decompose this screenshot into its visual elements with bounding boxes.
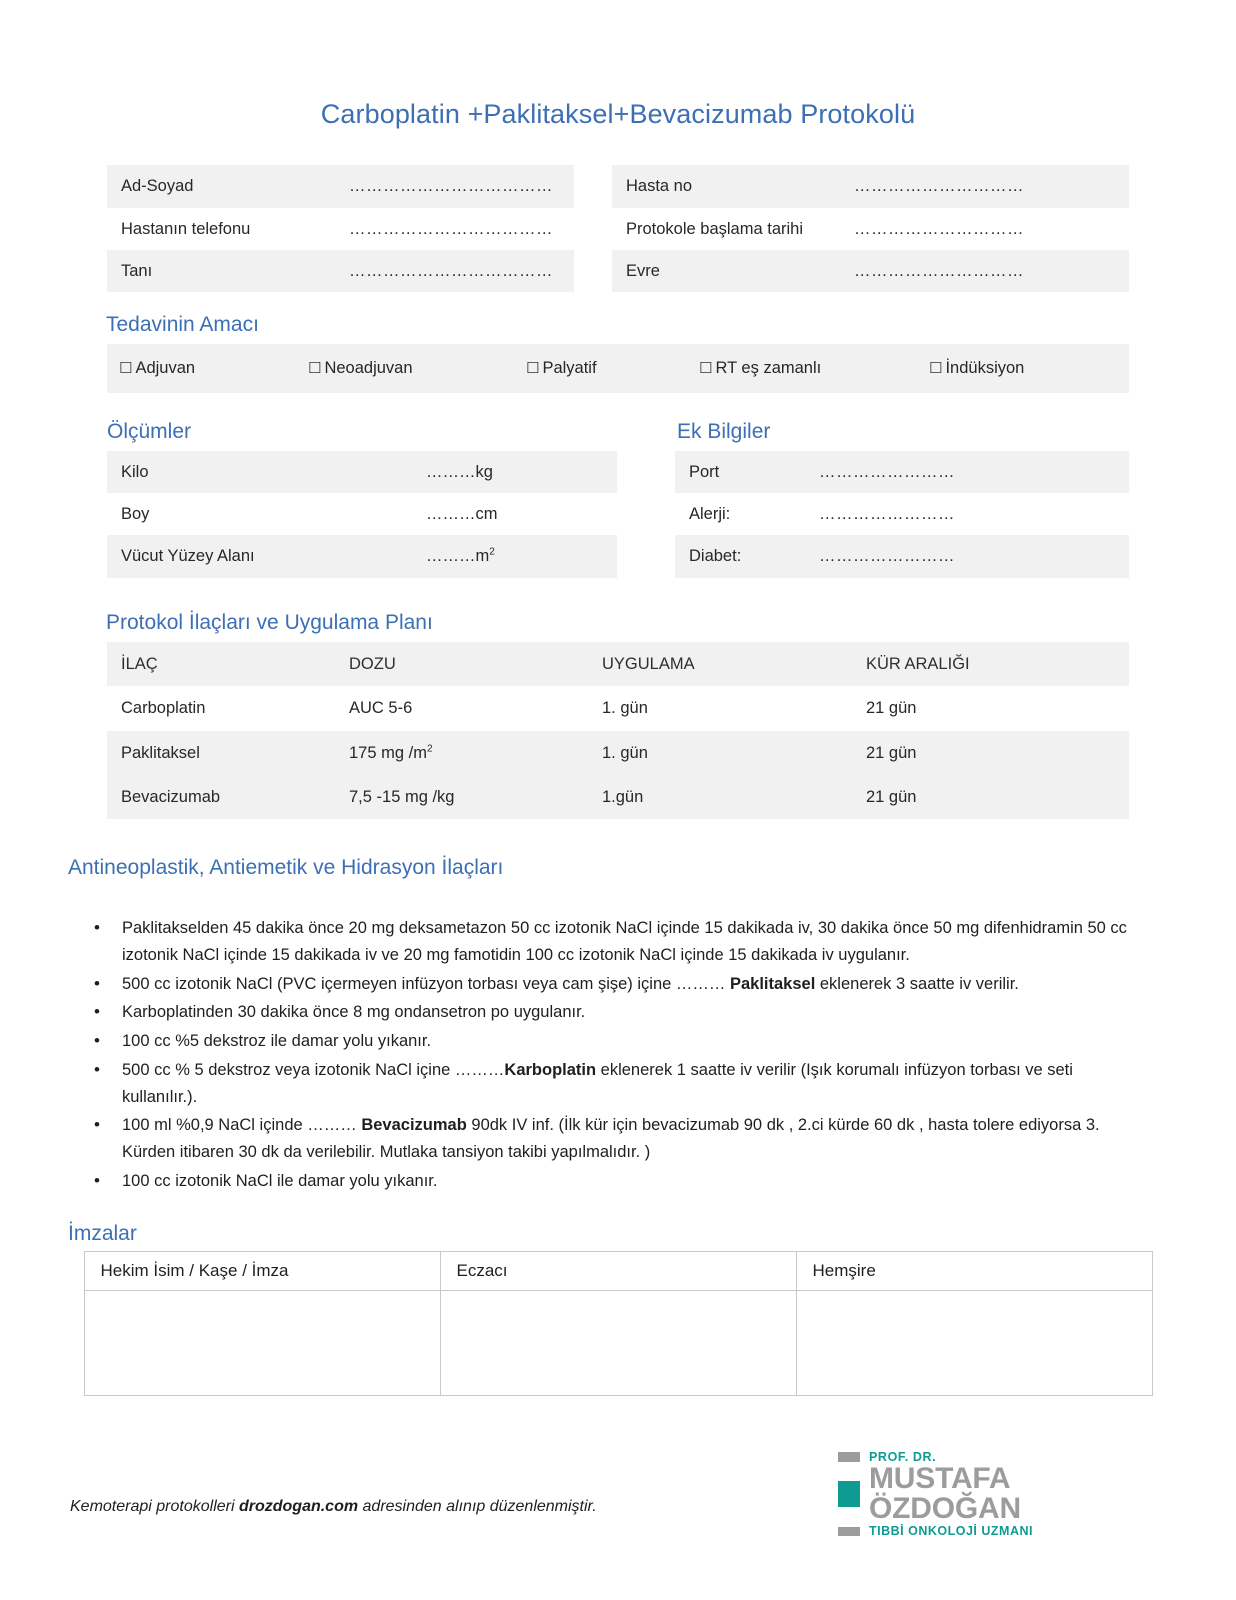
instruction-text: 100 cc %5 dekstroz ile damar yolu yıkanır. xyxy=(122,1032,432,1051)
checkbox-label: İndüksiyon xyxy=(945,359,1025,378)
field-value-alerji[interactable]: …………………… xyxy=(805,493,1129,535)
spacer-cell xyxy=(574,250,612,292)
field-value-ad-soyad[interactable]: ……………………………… xyxy=(335,165,574,207)
drug-name: Paklitaksel xyxy=(107,731,335,775)
instruction-text: eklenerek 3 saatte iv verilir. xyxy=(815,974,1019,993)
logo-line-2 xyxy=(838,1464,1148,1524)
list-item xyxy=(122,1168,1141,1195)
table-row xyxy=(107,775,1129,819)
column-header-kur-araligi: KÜR ARALIĞI xyxy=(852,642,1129,686)
dose-text: AUC 5-6 xyxy=(349,699,413,718)
spacer-cell xyxy=(617,493,675,535)
section-heading-olcumler: Ölçümler xyxy=(107,419,192,443)
section-heading-antineoplastik: Antineoplastik, Antiemetik ve Hidrasyon İlaçları xyxy=(68,856,504,880)
instruction-text: 100 ml %0,9 NaCl içinde ……… xyxy=(122,1116,362,1135)
list-item xyxy=(122,971,1141,998)
checkbox-label: RT eş zamanlı xyxy=(715,359,822,378)
logo-title-prefix: PROF. DR. xyxy=(869,1450,937,1464)
dose-text: 7,5 -15 mg /kg xyxy=(349,787,455,806)
section-heading-imzalar: İmzalar xyxy=(68,1221,137,1245)
checkbox-option-palyatif[interactable] xyxy=(514,344,687,392)
list-item xyxy=(122,999,1141,1026)
page-footer xyxy=(0,1442,1236,1538)
table-row xyxy=(107,731,1129,775)
field-label-vucut-yuzey-alani: Vücut Yüzey Alanı xyxy=(107,535,412,577)
checkbox-icon[interactable]: ☐ xyxy=(699,359,713,378)
treatment-aim-table xyxy=(107,344,1129,392)
table-header-row xyxy=(84,1251,1152,1290)
checkbox-option-adjuvan[interactable] xyxy=(107,344,296,392)
antineoplastic-section xyxy=(0,855,1236,1194)
table-row xyxy=(107,208,1129,250)
checkbox-icon[interactable]: ☐ xyxy=(308,359,322,378)
table-row xyxy=(107,165,1129,207)
field-label-ad-soyad: Ad-Soyad xyxy=(107,165,335,207)
field-value-boy[interactable]: ………cm xyxy=(412,493,617,535)
antineoplastic-instruction-list xyxy=(0,915,1236,1194)
drug-application: 1.gün xyxy=(588,775,852,819)
checkbox-option-neoadjuvan[interactable] xyxy=(296,344,514,392)
field-value-port[interactable]: …………………… xyxy=(805,451,1129,493)
field-value-vucut-yuzey-alani[interactable] xyxy=(412,535,617,577)
field-label-tani: Tanı xyxy=(107,250,335,292)
instruction-text: 100 cc izotonik NaCl ile damar yolu yıkanır. xyxy=(122,1171,438,1190)
table-row xyxy=(84,1290,1152,1395)
drug-dose xyxy=(335,731,588,775)
table-row xyxy=(107,493,1129,535)
drug-dose xyxy=(335,775,588,819)
table-row xyxy=(107,535,1129,577)
logo-line-3 xyxy=(838,1524,1148,1538)
checkbox-icon[interactable]: ☐ xyxy=(526,359,540,378)
checkbox-label: Adjuvan xyxy=(135,359,196,378)
list-item xyxy=(122,1028,1141,1055)
checkbox-icon[interactable]: ☐ xyxy=(119,359,133,378)
instruction-text: 500 cc izotonik NaCl (PVC içermeyen infüzyon torbası veya cam şişe) içine ……… xyxy=(122,974,730,993)
column-header-uygulama: UYGULAMA xyxy=(588,642,852,686)
square-gray-icon xyxy=(838,1527,860,1536)
drug-application: 1. gün xyxy=(588,731,852,775)
instruction-text: Paklitakselden 45 dakika önce 20 mg deksametazon 50 cc izotonik NaCl içinde 15 dakikada iv, 30 dakika önce 50 mg difenhidramin 50 cc izotonik NaCl içinde 15 dakikada iv ve 20 mg famotidin 100 cc izotonik NaCl içinde 15 dakikada iv uygulanır. xyxy=(122,919,1127,965)
field-label-port: Port xyxy=(675,451,805,493)
instruction-text: 90dk IV inf. (İlk kür için bevacizumab 90 dk , 2.ci kürde 60 dk , hasta tolere ediyorsa 3. Kürden itibaren 30 dk da verilebilir. Mutlaka tansiyon takibi yapılmalıdır. ) xyxy=(122,1116,1100,1162)
field-label-kilo: Kilo xyxy=(107,451,412,493)
drug-name: Carboplatin xyxy=(107,686,335,730)
unit-superscript: 2 xyxy=(489,546,495,558)
drug-name: Bevacizumab xyxy=(107,775,335,819)
signature-field-hekim[interactable] xyxy=(84,1290,440,1395)
emphasis-text: Bevacizumab xyxy=(361,1116,467,1135)
logo-name: MUSTAFA ÖZDOĞAN xyxy=(869,1462,1021,1525)
instruction-text: 500 cc % 5 dekstroz veya izotonik NaCl içine ……… xyxy=(122,1060,505,1079)
value-text: ………m xyxy=(426,547,490,566)
field-value-tani[interactable]: ……………………………… xyxy=(335,250,574,292)
spacer-cell xyxy=(574,208,612,250)
list-item xyxy=(122,915,1141,968)
drug-dose xyxy=(335,686,588,730)
list-item xyxy=(122,1112,1141,1165)
emphasis-text: Karboplatin xyxy=(504,1060,597,1079)
list-item xyxy=(122,1057,1141,1110)
checkbox-icon[interactable]: ☐ xyxy=(929,359,943,378)
field-value-hastanin-telefonu[interactable]: ……………………………… xyxy=(335,208,574,250)
dose-superscript: 2 xyxy=(426,743,433,755)
square-teal-icon xyxy=(838,1481,860,1507)
protocol-drugs-table xyxy=(107,642,1129,819)
table-row xyxy=(107,344,1129,392)
column-header-eczaci: Eczacı xyxy=(440,1251,796,1290)
emphasis-text: Paklitaksel xyxy=(729,974,816,993)
section-heading-ek-bilgiler: Ek Bilgiler xyxy=(677,419,771,443)
instruction-text: eklenerek 1 saatte iv verilir (Işık korumalı infüzyon torbası ve seti kullanılır.). xyxy=(122,1060,1073,1106)
footer-site-link[interactable]: drozdogan.com xyxy=(238,1498,359,1515)
checkbox-option-rt-es-zamanli[interactable] xyxy=(687,344,917,392)
drug-cycle: 21 gün xyxy=(852,686,1129,730)
field-label-alerji: Alerji: xyxy=(675,493,805,535)
column-header-dozu: DOZU xyxy=(335,642,588,686)
field-label-boy: Boy xyxy=(107,493,412,535)
patient-info-table xyxy=(107,165,1129,292)
drug-cycle: 21 gün xyxy=(852,731,1129,775)
spacer-cell xyxy=(617,451,675,493)
column-header-hemsire: Hemşire xyxy=(796,1251,1152,1290)
checkbox-label: Palyatif xyxy=(542,359,597,378)
field-label-hasta-no: Hasta no xyxy=(612,165,840,207)
measurements-table xyxy=(107,451,1129,578)
drug-application: 1. gün xyxy=(588,686,852,730)
field-label-hastanin-telefonu: Hastanın telefonu xyxy=(107,208,335,250)
patient-info-section xyxy=(0,165,1236,292)
table-row xyxy=(107,451,1129,493)
signature-field-hemsire[interactable] xyxy=(796,1290,1152,1395)
section-heading-tedavinin-amaci: Tedavinin Amacı xyxy=(106,313,259,337)
measurements-headings-row xyxy=(107,419,1129,445)
dose-text: 175 mg /m xyxy=(349,743,427,762)
field-value-diabet[interactable]: …………………… xyxy=(805,535,1129,577)
field-value-protokole-baslama-tarihi[interactable]: ………………………… xyxy=(840,208,1129,250)
footer-note-before: Kemoterapi protokolleri xyxy=(70,1498,239,1515)
footer-note-after: adresinden alınıp düzenlenmiştir. xyxy=(358,1498,597,1515)
field-value-evre[interactable]: ………………………… xyxy=(840,250,1129,292)
field-value-hasta-no[interactable]: ………………………… xyxy=(840,165,1129,207)
footer-source-note xyxy=(70,1498,597,1516)
drug-cycle: 21 gün xyxy=(852,775,1129,819)
treatment-aim-section xyxy=(0,312,1236,393)
signature-field-eczaci[interactable] xyxy=(440,1290,796,1395)
instruction-text: Karboplatinden 30 dakika önce 8 mg ondansetron po uygulanır. xyxy=(122,1003,586,1022)
signatures-table xyxy=(84,1251,1153,1396)
table-header-row xyxy=(107,642,1129,686)
page-title: Carboplatin +Paklitaksel+Bevacizumab Protokolü xyxy=(320,99,916,129)
field-label-evre: Evre xyxy=(612,250,840,292)
brand-logo xyxy=(838,1450,1148,1538)
signatures-section xyxy=(0,1221,1236,1396)
column-header-ilac: İLAÇ xyxy=(107,642,335,686)
square-gray-icon xyxy=(838,1452,860,1462)
field-label-protokole-baslama-tarihi: Protokole başlama tarihi xyxy=(612,208,840,250)
field-value-kilo[interactable]: ………kg xyxy=(412,451,617,493)
spacer-cell xyxy=(617,535,675,577)
checkbox-option-induksiyon[interactable] xyxy=(917,344,1129,392)
section-heading-protokol-ilaclari: Protokol İlaçları ve Uygulama Planı xyxy=(106,610,433,634)
checkbox-label: Neoadjuvan xyxy=(324,359,413,378)
spacer-cell xyxy=(574,165,612,207)
logo-subtitle: TIBBİ ONKOLOJİ UZMANI xyxy=(869,1524,1033,1538)
field-label-diabet: Diabet: xyxy=(675,535,805,577)
measurements-section xyxy=(0,419,1236,578)
column-header-hekim: Hekim İsim / Kaşe / İmza xyxy=(84,1251,440,1290)
protocol-drugs-section xyxy=(0,610,1236,819)
table-row xyxy=(107,686,1129,730)
table-row xyxy=(107,250,1129,292)
